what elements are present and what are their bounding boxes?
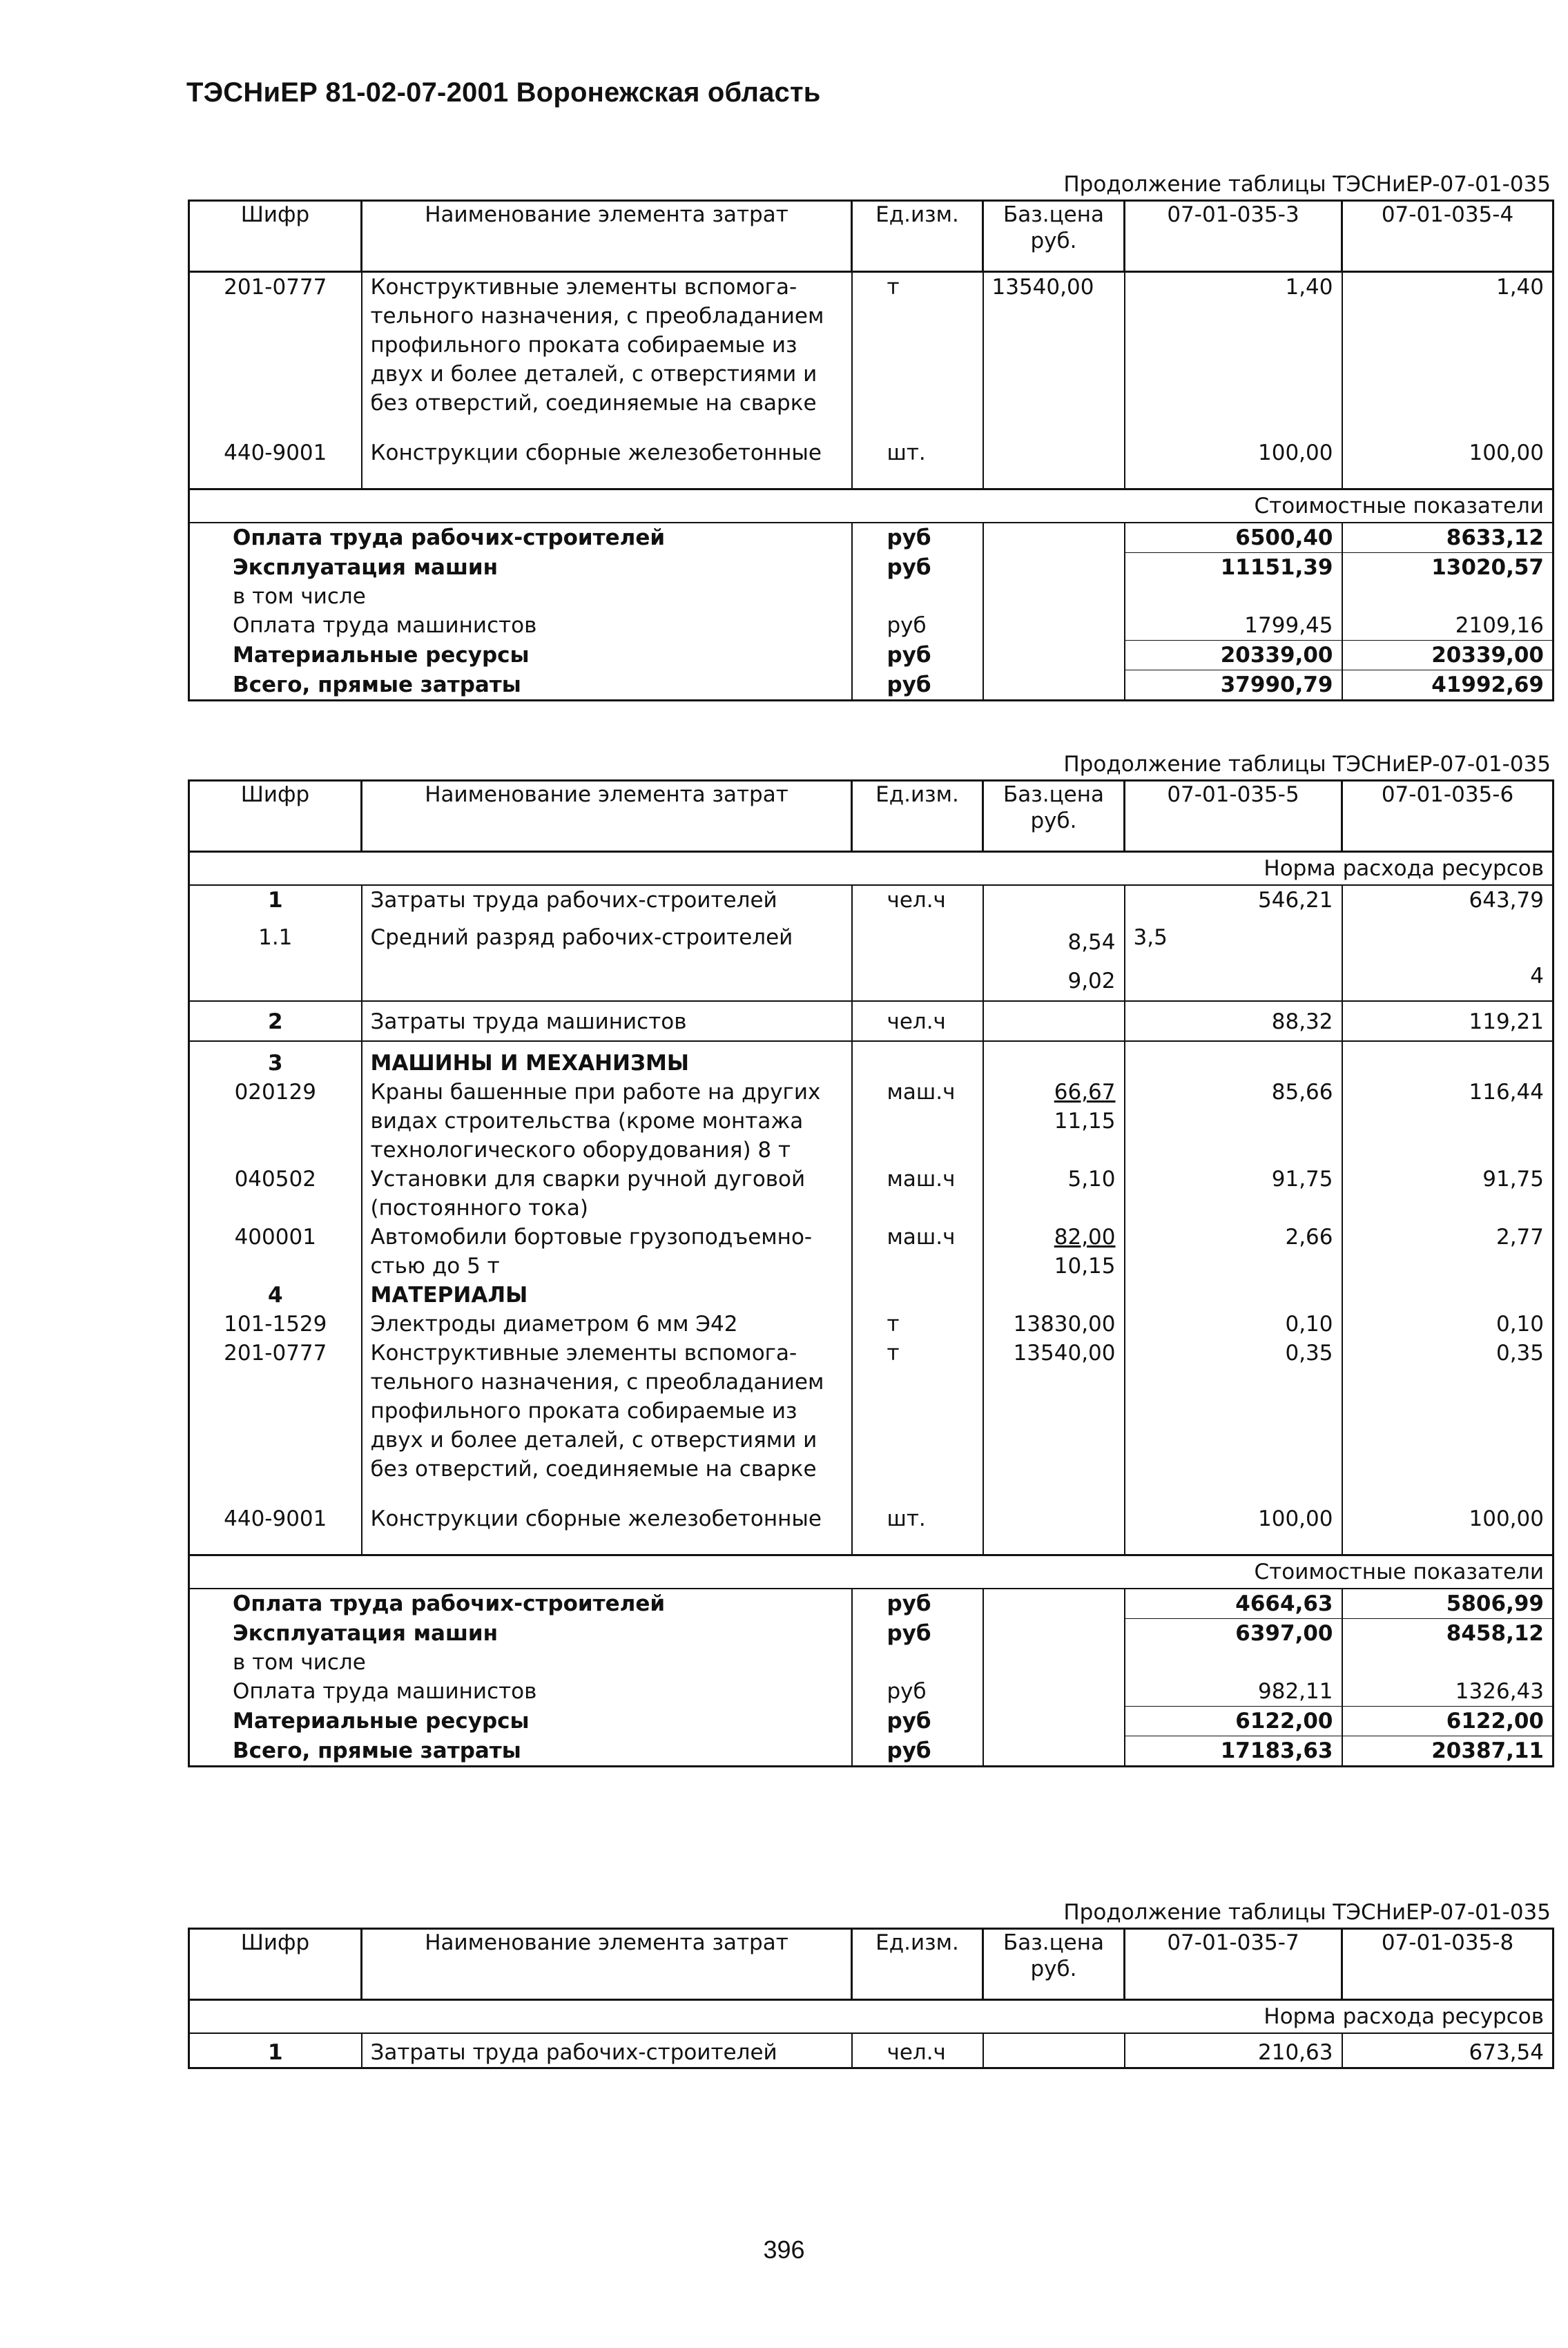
table-row — [189, 885, 1554, 915]
col-code-header: Шифр — [189, 781, 362, 852]
row-unit: т — [852, 1310, 983, 1339]
total-value-a: 1799,45 — [1125, 611, 1342, 641]
total-value-a: 6122,00 — [1125, 1707, 1342, 1736]
table-07-01-035-5-6 — [188, 749, 1552, 1767]
totals-row — [189, 1677, 1554, 1707]
row-value-b: 100,00 — [1342, 1504, 1554, 1533]
total-unit — [852, 582, 983, 611]
row-unit: шт. — [852, 1504, 983, 1533]
total-unit: руб — [852, 523, 983, 553]
row-price — [983, 1504, 1125, 1533]
row-price: 8,54 9,02 — [983, 915, 1125, 1001]
row-unit: т — [852, 1339, 983, 1484]
totals-row — [189, 1707, 1554, 1736]
col-code-header: Шифр — [189, 1929, 362, 2000]
row-value-b: 2,77 — [1342, 1223, 1554, 1281]
table-row — [189, 438, 1554, 467]
row-name: Конструкции сборные железобетонные — [362, 1504, 852, 1533]
table-row — [189, 1165, 1554, 1223]
total-unit — [852, 1648, 983, 1677]
row-code: 1.1 — [189, 915, 362, 1001]
row-price: 5,10 — [983, 1165, 1125, 1223]
row-value-a: 88,32 — [1125, 1001, 1342, 1041]
table-header — [189, 201, 1554, 272]
row-value-b: 0,35 — [1342, 1339, 1554, 1484]
row-value-b: 1,40 — [1342, 272, 1554, 418]
total-value-b: 1326,43 — [1342, 1677, 1554, 1707]
section-label: Стоимостные показатели — [189, 489, 1554, 523]
row-value-b: 673,54 — [1342, 2033, 1554, 2068]
section-resource-norms — [189, 852, 1554, 886]
total-value-b: 5806,99 — [1342, 1589, 1554, 1619]
row-unit: чел.ч — [852, 1001, 983, 1041]
col-code-header: Шифр — [189, 201, 362, 272]
total-value-a: 20339,00 — [1125, 641, 1342, 670]
row-name: Электроды диаметром 6 мм Э42 — [362, 1310, 852, 1339]
total-unit: руб — [852, 553, 983, 583]
table-row — [189, 272, 1554, 418]
totals-row — [189, 641, 1554, 670]
row-code: 440-9001 — [189, 1504, 362, 1533]
table-row — [189, 1223, 1554, 1281]
row-unit: чел.ч — [852, 2033, 983, 2068]
table-header — [189, 781, 1554, 852]
row-unit: маш.ч — [852, 1165, 983, 1223]
total-unit: руб — [852, 1589, 983, 1619]
row-code: 1 — [189, 2033, 362, 2068]
total-value-b — [1342, 582, 1554, 611]
norm-table — [188, 779, 1554, 1767]
total-unit: руб — [852, 1619, 983, 1649]
totals-row — [189, 523, 1554, 553]
row-value-a: 1,40 — [1125, 272, 1342, 418]
row-unit — [852, 915, 983, 1001]
row-code: 3 — [189, 1041, 362, 1078]
row-unit: т — [852, 272, 983, 418]
total-value-b: 20339,00 — [1342, 641, 1554, 670]
table-row — [189, 1339, 1554, 1484]
row-price — [983, 2033, 1125, 2068]
total-value-a: 4664,63 — [1125, 1589, 1342, 1619]
row-price: 13830,00 — [983, 1310, 1125, 1339]
table-row — [189, 1001, 1554, 1041]
section-label: Норма расхода ресурсов — [189, 852, 1554, 886]
total-name: Всего, прямые затраты — [189, 670, 852, 701]
totals-row — [189, 1589, 1554, 1619]
row-value-a: 3,5 — [1125, 915, 1342, 1001]
row-value-a: 100,00 — [1125, 1504, 1342, 1533]
totals-row — [189, 670, 1554, 701]
row-price — [983, 438, 1125, 467]
col-unit-header: Ед.изм. — [852, 781, 983, 852]
row-unit: маш.ч — [852, 1223, 983, 1281]
row-code: 101-1529 — [189, 1310, 362, 1339]
total-value-b: 6122,00 — [1342, 1707, 1554, 1736]
section-label: Норма расхода ресурсов — [189, 2000, 1554, 2034]
col-price-header: Баз.цена руб. — [983, 781, 1125, 852]
row-value-a: 85,66 — [1125, 1078, 1342, 1165]
row-code: 040502 — [189, 1165, 362, 1223]
total-name: Оплата труда рабочих-строителей — [189, 523, 852, 553]
row-name: Затраты труда рабочих-строителей — [362, 2033, 852, 2068]
col-b-header: 07-01-035-8 — [1342, 1929, 1554, 2000]
totals-row — [189, 1619, 1554, 1649]
row-unit: маш.ч — [852, 1078, 983, 1165]
total-unit: руб — [852, 670, 983, 701]
row-price: 82,00 10,15 — [983, 1223, 1125, 1281]
row-value-b: 4 — [1342, 915, 1554, 1001]
total-unit: руб — [852, 1677, 983, 1707]
page-title: ТЭСНиЕР 81-02-07-2001 Воронежская область — [186, 77, 821, 108]
row-code: 400001 — [189, 1223, 362, 1281]
total-value-a: 17183,63 — [1125, 1736, 1342, 1767]
total-value-b: 2109,16 — [1342, 611, 1554, 641]
section-cost-indicators — [189, 489, 1554, 523]
row-name: Средний разряд рабочих-строителей — [362, 915, 852, 1001]
total-name: Материальные ресурсы — [189, 641, 852, 670]
row-name: Конструктивные элементы вспомога-тельного назначения, с преобладанием профильного проката собираемые из двух и более деталей, с отверстиями и без отверстий, соединяемые на сварке — [362, 272, 852, 418]
row-price — [983, 885, 1125, 915]
row-code: 201-0777 — [189, 1339, 362, 1484]
totals-row — [189, 582, 1554, 611]
row-value-b: 643,79 — [1342, 885, 1554, 915]
row-value-a: 91,75 — [1125, 1165, 1342, 1223]
row-value-b: 119,21 — [1342, 1001, 1554, 1041]
total-value-a: 37990,79 — [1125, 670, 1342, 701]
table-row — [189, 915, 1554, 1001]
row-value-a: 2,66 — [1125, 1223, 1342, 1281]
table-row — [189, 1310, 1554, 1339]
norm-table — [188, 1928, 1554, 2069]
total-value-a: 982,11 — [1125, 1677, 1342, 1707]
totals-row — [189, 553, 1554, 583]
totals-row — [189, 1736, 1554, 1767]
continuation-label: Продолжение таблицы ТЭСНиЕР-07-01-035 — [1063, 172, 1551, 197]
row-value-b: 0,10 — [1342, 1310, 1554, 1339]
row-name: МАТЕРИАЛЫ — [362, 1281, 852, 1310]
total-name: Оплата труда машинистов — [189, 1677, 852, 1707]
total-name: в том числе — [189, 1648, 852, 1677]
section-cost-indicators — [189, 1555, 1554, 1589]
col-name-header: Наименование элемента затрат — [362, 781, 852, 852]
col-a-header: 07-01-035-5 — [1125, 781, 1342, 852]
total-name: Эксплуатация машин — [189, 553, 852, 583]
continuation-label: Продолжение таблицы ТЭСНиЕР-07-01-035 — [1063, 1900, 1551, 1925]
table-row — [189, 2033, 1554, 2068]
row-name: Затраты труда рабочих-строителей — [362, 885, 852, 915]
row-value-a: 0,35 — [1125, 1339, 1342, 1484]
total-unit: руб — [852, 611, 983, 641]
row-code: 2 — [189, 1001, 362, 1041]
continuation-label: Продолжение таблицы ТЭСНиЕР-07-01-035 — [1063, 752, 1551, 777]
total-name: Эксплуатация машин — [189, 1619, 852, 1649]
table-row — [189, 1078, 1554, 1165]
total-name: в том числе — [189, 582, 852, 611]
col-b-header: 07-01-035-6 — [1342, 781, 1554, 852]
table-row — [189, 1041, 1554, 1078]
row-value-a: 100,00 — [1125, 438, 1342, 467]
total-name: Оплата труда машинистов — [189, 611, 852, 641]
total-value-b: 8633,12 — [1342, 523, 1554, 553]
row-code: 1 — [189, 885, 362, 915]
total-value-b: 41992,69 — [1342, 670, 1554, 701]
row-price — [983, 1001, 1125, 1041]
col-name-header: Наименование элемента затрат — [362, 1929, 852, 2000]
total-name: Всего, прямые затраты — [189, 1736, 852, 1767]
total-value-a — [1125, 582, 1342, 611]
row-name: Автомобили бортовые грузоподъемно-стью до 5 т — [362, 1223, 852, 1281]
row-code: 440-9001 — [189, 438, 362, 467]
row-price: 13540,00 — [983, 1339, 1125, 1484]
row-value-b: 100,00 — [1342, 438, 1554, 467]
col-b-header: 07-01-035-4 — [1342, 201, 1554, 272]
row-name: МАШИНЫ И МЕХАНИЗМЫ — [362, 1041, 852, 1078]
table-07-01-035-3-4 — [188, 169, 1552, 701]
totals-row — [189, 1648, 1554, 1677]
table-07-01-035-7-8 — [188, 1897, 1552, 2069]
page-number: 396 — [763, 2235, 805, 2264]
row-name: Краны башенные при работе на других видах строительства (кроме монтажа технологического оборудования) 8 т — [362, 1078, 852, 1165]
row-value-b: 91,75 — [1342, 1165, 1554, 1223]
section-label: Стоимостные показатели — [189, 1555, 1554, 1589]
row-name: Установки для сварки ручной дуговой (постоянного тока) — [362, 1165, 852, 1223]
row-name: Конструкции сборные железобетонные — [362, 438, 852, 467]
row-unit: шт. — [852, 438, 983, 467]
col-name-header: Наименование элемента затрат — [362, 201, 852, 272]
total-value-b: 13020,57 — [1342, 553, 1554, 583]
row-value-b: 116,44 — [1342, 1078, 1554, 1165]
total-unit: руб — [852, 641, 983, 670]
col-unit-header: Ед.изм. — [852, 1929, 983, 2000]
total-value-b — [1342, 1648, 1554, 1677]
row-value-a: 210,63 — [1125, 2033, 1342, 2068]
total-unit: руб — [852, 1736, 983, 1767]
total-value-b: 8458,12 — [1342, 1619, 1554, 1649]
norm-table — [188, 200, 1554, 701]
total-name: Оплата труда рабочих-строителей — [189, 1589, 852, 1619]
row-name: Конструктивные элементы вспомога-тельного назначения, с преобладанием профильного проката собираемые из двух и более деталей, с отверстиями и без отверстий, соединяемые на сварке — [362, 1339, 852, 1484]
row-unit: чел.ч — [852, 885, 983, 915]
row-price: 13540,00 — [983, 272, 1125, 418]
total-name: Материальные ресурсы — [189, 1707, 852, 1736]
total-value-a: 11151,39 — [1125, 553, 1342, 583]
table-row — [189, 1281, 1554, 1310]
col-a-header: 07-01-035-3 — [1125, 201, 1342, 272]
row-name: Затраты труда машинистов — [362, 1001, 852, 1041]
row-price: 66,67 11,15 — [983, 1078, 1125, 1165]
row-code: 201-0777 — [189, 272, 362, 418]
col-price-header: Баз.цена руб. — [983, 1929, 1125, 2000]
row-value-a: 546,21 — [1125, 885, 1342, 915]
col-a-header: 07-01-035-7 — [1125, 1929, 1342, 2000]
table-row — [189, 1504, 1554, 1533]
total-unit: руб — [852, 1707, 983, 1736]
row-value-a: 0,10 — [1125, 1310, 1342, 1339]
table-header — [189, 1929, 1554, 2000]
section-resource-norms — [189, 2000, 1554, 2034]
col-unit-header: Ед.изм. — [852, 201, 983, 272]
row-code: 4 — [189, 1281, 362, 1310]
total-value-b: 20387,11 — [1342, 1736, 1554, 1767]
total-value-a: 6397,00 — [1125, 1619, 1342, 1649]
row-code: 020129 — [189, 1078, 362, 1165]
totals-row — [189, 611, 1554, 641]
total-value-a: 6500,40 — [1125, 523, 1342, 553]
total-value-a — [1125, 1648, 1342, 1677]
col-price-header: Баз.цена руб. — [983, 201, 1125, 272]
